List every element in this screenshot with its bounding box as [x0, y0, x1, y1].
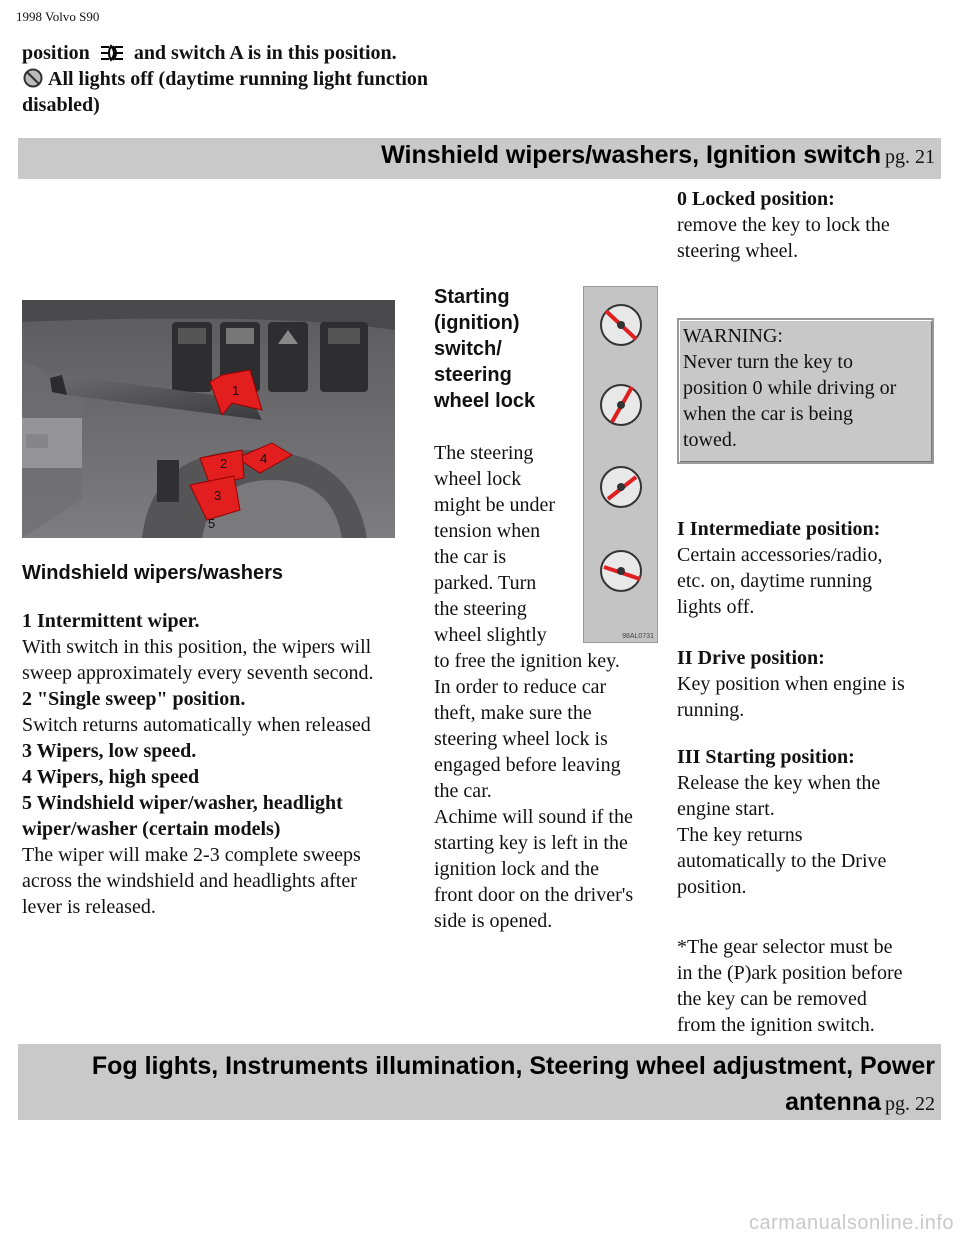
wiper-item-2-title: 2 "Single sweep" position.: [22, 688, 246, 710]
starting-position-title: III Starting position:: [677, 746, 855, 768]
section-header-bar: [18, 138, 941, 179]
starting-position-text: The key returns: [677, 824, 803, 846]
locked-position-title: 0 Locked position:: [677, 188, 835, 210]
starting-text-line: wheel lock: [434, 468, 522, 490]
starting-text-line: In order to reduce car: [434, 676, 607, 698]
wiper-stalk-photo: [22, 300, 395, 538]
next-section-page: pg. 22: [885, 1093, 935, 1115]
intermediate-position-text: etc. on, daytime running: [677, 570, 872, 592]
starting-text-line: ignition lock and the: [434, 858, 599, 880]
drive-position: [677, 645, 947, 723]
note-text: in the (P)ark position before: [677, 962, 903, 984]
starting-text-line: tension when: [434, 520, 541, 542]
starting-text-line: engaged before leaving: [434, 754, 621, 776]
starting-text-line: parked. Turn: [434, 572, 537, 594]
lights-off-icon: [22, 68, 44, 95]
wipers-heading: Windshield wipers/washers: [22, 562, 284, 584]
starting-text-line: Achime will sound if the: [434, 806, 633, 828]
locked-position-text: remove the key to lock the: [677, 214, 890, 236]
drive-position-text: Key position when engine is: [677, 673, 905, 695]
starting-text-line: to free the ignition key.: [434, 650, 620, 672]
wiper-label-3: 3: [214, 488, 222, 503]
intro-line-1: [22, 40, 397, 69]
gear-selector-note: [677, 934, 947, 1038]
note-text: the key can be removed: [677, 988, 867, 1010]
wiper-item-3-title: 3 Wipers, low speed.: [22, 740, 197, 762]
starting-position-text: engine start.: [677, 798, 775, 820]
locked-position-text: steering wheel.: [677, 240, 799, 262]
starting-position-text: automatically to the Drive: [677, 850, 887, 872]
key-position-3-icon: [601, 551, 641, 591]
ignition-positions-figure: [583, 286, 658, 643]
starting-heading-line: switch/: [434, 338, 502, 360]
starting-heading: [434, 284, 574, 414]
starting-heading-line: Starting: [434, 286, 510, 308]
starting-position: [677, 744, 947, 900]
wiper-label-2: 2: [220, 456, 228, 471]
starting-text-line: theft, make sure the: [434, 702, 592, 724]
wiper-item-5-text: lever is released.: [22, 896, 156, 918]
wiper-label-4: 4: [260, 451, 268, 466]
intro-line-2: [22, 66, 428, 95]
wiper-item-5-title: 5 Windshield wiper/washer, headlight: [22, 792, 343, 814]
figure-code: 98AL0731: [622, 633, 654, 640]
warning-text: position 0 while driving or: [683, 377, 897, 399]
intermediate-position-text: lights off.: [677, 596, 755, 618]
starting-text-line: starting key is left in the: [434, 832, 628, 854]
starting-text-line: the car.: [434, 780, 492, 802]
warning-text: Never turn the key to: [683, 351, 853, 373]
wiper-item-4-title: 4 Wipers, high speed: [22, 766, 200, 788]
starting-heading-line: (ignition): [434, 312, 520, 334]
intro-line-1-start: position: [22, 42, 90, 64]
watermark: carmanualsonline.info: [748, 1212, 954, 1234]
intro-line-1-end: and switch A is in this position.: [133, 42, 397, 64]
key-position-1-icon: [601, 385, 641, 425]
wiper-item-5-text: across the windshield and headlights after: [22, 870, 357, 892]
drive-position-text: running.: [677, 699, 745, 721]
document-header: 1998 Volvo S90: [16, 9, 100, 24]
starting-heading-line: steering: [434, 364, 512, 386]
starting-text-line: the steering: [434, 598, 527, 620]
next-section-title-line-2[interactable]: antenna: [785, 1088, 881, 1116]
key-position-0-icon: [601, 305, 641, 345]
next-section-header-bar: [18, 1044, 941, 1120]
warning-text: towed.: [683, 429, 737, 451]
wiper-item-5-title-2: wiper/washer (certain models): [22, 818, 281, 840]
starting-text-line: might be under: [434, 494, 556, 516]
intermediate-position-text: Certain accessories/radio,: [677, 544, 883, 566]
starting-text-line: wheel slightly: [434, 624, 547, 646]
wiper-label-1: 1: [232, 383, 240, 398]
intermediate-position-title: I Intermediate position:: [677, 518, 881, 540]
locked-position: [677, 186, 947, 264]
starting-paragraph-narrow: [434, 440, 584, 648]
key-position-2-icon: [601, 467, 641, 507]
wiper-item-5-text: The wiper will make 2-3 complete sweeps: [22, 844, 361, 866]
wipers-list: [22, 608, 422, 920]
wiper-item-1-title: 1 Intermittent wiper.: [22, 610, 200, 632]
starting-text-line: The steering: [434, 442, 534, 464]
starting-text-line: the car is: [434, 546, 507, 568]
warning-text: when the car is being: [683, 403, 853, 425]
note-text: from the ignition switch.: [677, 1014, 875, 1036]
starting-text-line: side is opened.: [434, 910, 553, 932]
note-text: *The gear selector must be: [677, 936, 893, 958]
wiper-item-2-text: Switch returns automatically when released: [22, 714, 371, 736]
starting-position-text: position.: [677, 876, 747, 898]
next-section-title-line-1[interactable]: Fog lights, Instruments illumination, Steering wheel adjustment, Power: [91, 1052, 935, 1080]
warning-title: WARNING:: [683, 325, 783, 347]
starting-heading-line: wheel lock: [434, 390, 536, 412]
wiper-label-5: 5: [208, 516, 216, 531]
intro-line-3: disabled): [22, 94, 100, 116]
starting-position-text: Release the key when the: [677, 772, 881, 794]
section-header-title[interactable]: Winshield wipers/washers, Ignition switch: [381, 141, 881, 169]
drive-position-title: II Drive position:: [677, 647, 825, 669]
wiper-item-1-text: With switch in this position, the wipers will: [22, 636, 372, 658]
starting-text-line: front door on the driver's: [434, 884, 634, 906]
warning-box: [677, 318, 934, 464]
starting-paragraph-wide: [434, 648, 664, 934]
intermediate-position: [677, 516, 947, 620]
starting-text-line: steering wheel lock is: [434, 728, 608, 750]
wiper-item-1-text: sweep approximately every seventh second.: [22, 662, 374, 684]
section-header-page: pg. 21: [885, 146, 935, 168]
intro-line-2-text: All lights off (daytime running light function: [48, 68, 429, 90]
